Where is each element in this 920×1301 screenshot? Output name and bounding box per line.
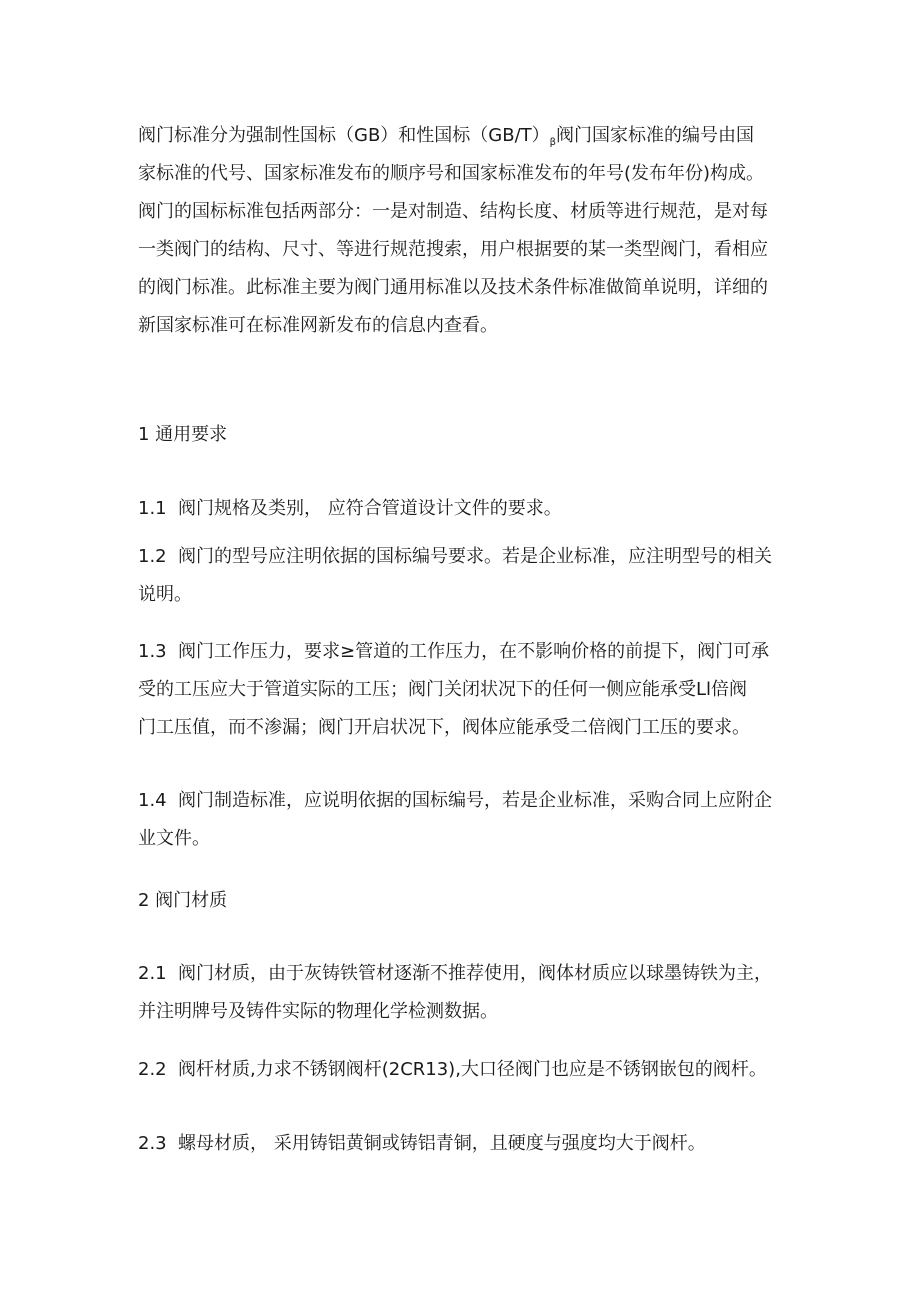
intro-paragraph (138, 117, 788, 345)
intro-line-3: 阀门的国标标准包括两部分：一是对制造、结构长度、材质等进行规范，是对每 (138, 201, 768, 222)
item-2-1-number: 2.1 (138, 963, 167, 984)
item-2-2 (138, 1051, 788, 1089)
item-1-3-number: 1.3 (138, 641, 167, 662)
item-2-2-text: 阀杆材质,力求不锈钢阀杆(2CR13),大口径阀门也应是不锈钢嵌包的阀杆。 (178, 1059, 767, 1080)
item-2-3-line-1 (138, 1125, 788, 1163)
item-1-4-text: 阀门制造标准，应说明依据的国标编号，若是企业标准，采购合同上应附企 (178, 790, 772, 811)
intro-line-1 (138, 117, 788, 155)
item-1-4 (138, 782, 788, 858)
intro-line-5: 的阀门标准。此标准主要为阀门通用标准以及技术条件标准做简单说明，详细的 (138, 277, 768, 298)
section-2-heading-text: 2 阀门材质 (138, 890, 228, 911)
item-1-3 (138, 633, 788, 747)
intro-line-1-text-tail: 阀门国家标准的编号由国 (556, 125, 755, 146)
item-1-2-number: 1.2 (138, 546, 167, 567)
item-1-2-line-2: 说明。 (138, 584, 192, 605)
item-2-3-number: 2.3 (138, 1133, 167, 1154)
item-2-1-line-2: 并注明牌号及铸件实际的物理化学检测数据。 (138, 1001, 498, 1022)
intro-line-4: 一类阀门的结构、尺寸、等进行规范搜索，用户根据要的某一类型阀门，看相应 (138, 239, 768, 260)
item-1-2 (138, 538, 788, 614)
intro-line-2: 家标准的代号、国家标准发布的顺序号和国家标准发布的年号(发布年份)构成。 (138, 163, 765, 184)
item-2-1 (138, 955, 788, 1031)
intro-line-6: 新国家标准可在标准网新发布的信息内查看。 (138, 315, 498, 336)
item-1-2-text: 阀门的型号应注明依据的国标编号要求。若是企业标准，应注明型号的相关 (178, 546, 772, 567)
section-1-heading-text: 1 通用要求 (138, 424, 228, 445)
item-1-3-line-3: 门工压值，而不渗漏；阀门开启状况下，阀体应能承受二倍阀门工压的要求。 (138, 717, 750, 738)
item-1-3-line-1 (138, 633, 788, 671)
item-2-1-text: 阀门材质，由于灰铸铁管材逐渐不推荐使用，阀体材质应以球墨铸铁为主， (178, 963, 772, 984)
item-1-1-line-1 (138, 490, 788, 528)
item-1-1-text: 阀门规格及类别， 应符合管道设计文件的要求。 (178, 498, 562, 519)
intro-line-1-text: 阀门标准分为强制性国标（GB）和性国标（GB/T） (138, 125, 550, 146)
item-1-3-text: 阀门工作压力，要求≥管道的工作压力，在不影响价格的前提下，阀门可承 (178, 641, 770, 662)
item-1-3-line-2: 受的工压应大于管道实际的工压；阀门关闭状况下的任何一侧应能承受Ll倍阀 (138, 679, 748, 700)
item-1-4-line-1 (138, 782, 788, 820)
item-2-3 (138, 1125, 788, 1163)
item-2-2-number: 2.2 (138, 1059, 167, 1080)
item-1-4-number: 1.4 (138, 790, 167, 811)
item-1-2-line-1 (138, 538, 788, 576)
item-2-3-text: 螺母材质， 采用铸铝黄铜或铸铝青铜，且硬度与强度均大于阀杆。 (178, 1133, 706, 1154)
section-1-heading (138, 416, 788, 454)
item-1-1-number: 1.1 (138, 498, 167, 519)
item-2-1-line-1 (138, 955, 788, 993)
item-1-4-line-2: 业文件。 (138, 828, 210, 849)
intro-line-1-subscript: β (549, 137, 557, 148)
item-1-1 (138, 490, 788, 528)
section-2-heading (138, 882, 788, 920)
item-2-2-line-1 (138, 1051, 788, 1089)
